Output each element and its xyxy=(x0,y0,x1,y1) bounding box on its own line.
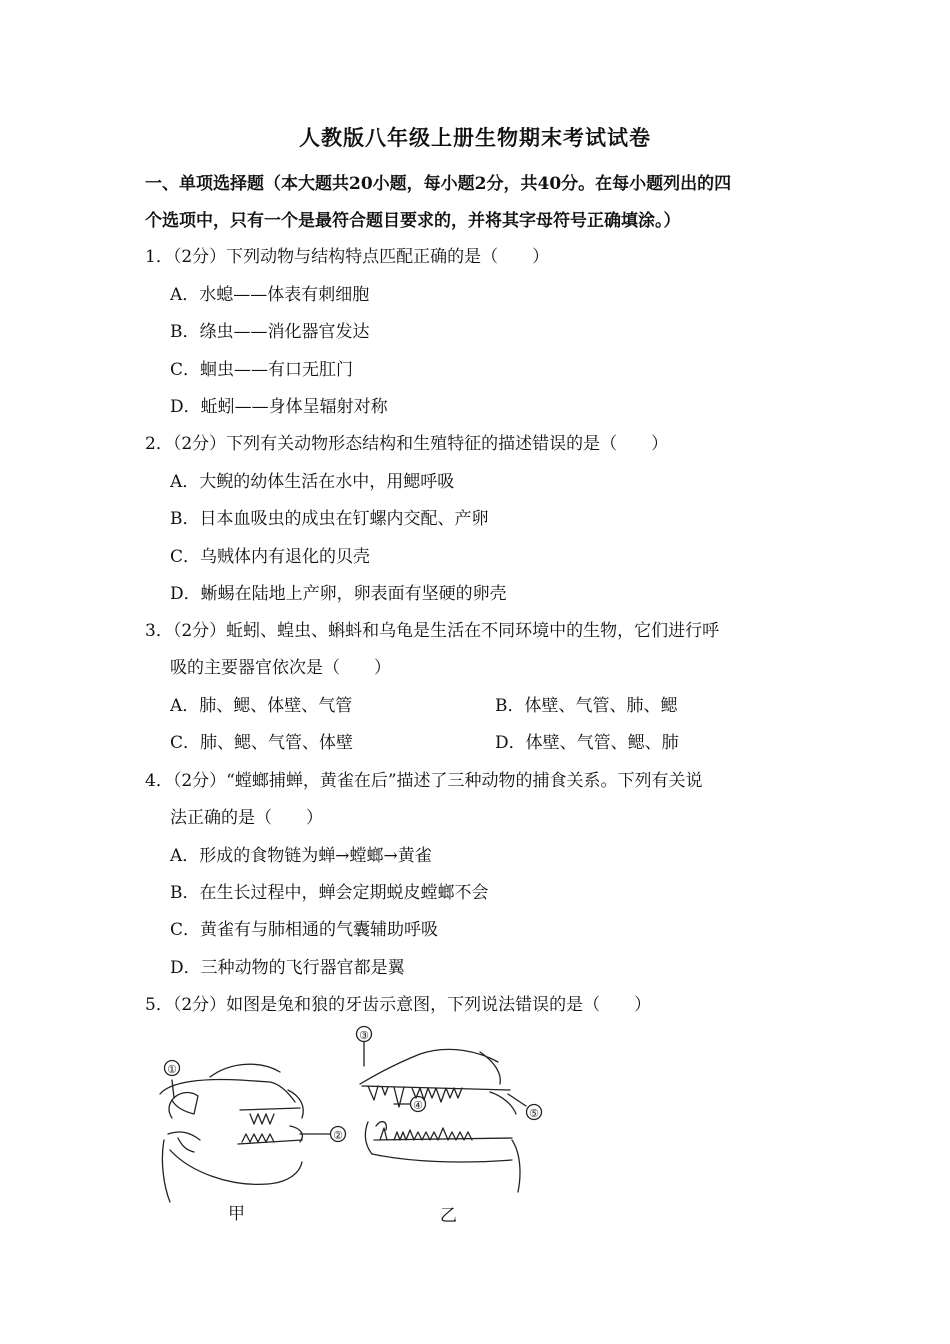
question-1-option-c: C．蛔虫——有口无肛门 xyxy=(170,360,354,380)
figure-label-right: 乙 xyxy=(440,1206,457,1226)
question-1-stem: 1．（2分）下列动物与结构特点匹配正确的是（ ） xyxy=(145,247,550,267)
question-4-option-d: D．三种动物的飞行器官都是翼 xyxy=(170,958,405,978)
question-2-option-a: A．大鲵的幼体生活在水中，用鳃呼吸 xyxy=(170,472,455,492)
question-4-option-a: A．形成的食物链为蝉→螳螂→黄雀 xyxy=(170,846,432,866)
question-4-stem: 4．（2分）“螳螂捕蝉，黄雀在后”描述了三种动物的捕食关系。下列有关说 xyxy=(145,771,703,791)
question-3-option-b: B．体壁、气管、肺、鳃 xyxy=(495,696,678,716)
wolf-jaw-drawing xyxy=(360,1042,526,1192)
question-1-option-b: B．绦虫——消化器官发达 xyxy=(170,322,370,342)
section-heading-line1: 一、单项选择题（本大题共20小题，每小题2分，共40分。在每小题列出的四 xyxy=(145,174,732,194)
section-heading-line2: 个选项中，只有一个是最符合题目要求的，并将其字母符号正确填涂。） xyxy=(145,211,681,231)
rabbit-jaw-drawing xyxy=(160,1064,330,1202)
figure-label-left: 甲 xyxy=(228,1204,245,1224)
question-2-option-b: B．日本血吸虫的成虫在钉螺内交配、产卵 xyxy=(170,509,489,529)
question-3-option-d: D．体壁、气管、鳃、肺 xyxy=(495,733,679,753)
figure-marker-2: ② xyxy=(333,1129,343,1142)
teeth-diagram xyxy=(150,1022,570,1212)
page-title: 人教版八年级上册生物期末考试试卷 xyxy=(299,125,651,150)
question-4-option-b: B．在生长过程中，蝉会定期蜕皮螳螂不会 xyxy=(170,883,489,903)
figure-marker-5: ⑤ xyxy=(529,1107,539,1120)
figure-marker-4: ④ xyxy=(413,1099,423,1112)
question-3-stem: 3．（2分）蚯蚓、蝗虫、蝌蚪和乌龟是生活在不同环境中的生物，它们进行呼 xyxy=(145,621,720,641)
figure-marker-1: ① xyxy=(167,1063,177,1076)
question-2-stem: 2．（2分）下列有关动物形态结构和生殖特征的描述错误的是（ ） xyxy=(145,434,669,454)
question-2-option-c: C．乌贼体内有退化的贝壳 xyxy=(170,547,371,567)
question-1-option-a: A．水螅——体表有刺细胞 xyxy=(170,285,370,305)
question-4-stem-cont: 法正确的是（ ） xyxy=(170,808,323,828)
question-3-option-c: C．肺、鳃、气管、体壁 xyxy=(170,733,354,753)
figure-marker-3: ③ xyxy=(359,1029,369,1042)
question-5-stem: 5．（2分）如图是兔和狼的牙齿示意图，下列说法错误的是（ ） xyxy=(145,995,652,1015)
question-3-stem-cont: 吸的主要器官依次是（ ） xyxy=(170,658,391,678)
question-1-option-d: D．蚯蚓——身体呈辐射对称 xyxy=(170,397,388,417)
question-4-option-c: C．黄雀有与肺相通的气囊辅助呼吸 xyxy=(170,920,439,940)
question-2-option-d: D．蜥蜴在陆地上产卵，卵表面有坚硬的卵壳 xyxy=(170,584,507,604)
question-3-option-a: A．肺、鳃、体壁、气管 xyxy=(170,696,353,716)
